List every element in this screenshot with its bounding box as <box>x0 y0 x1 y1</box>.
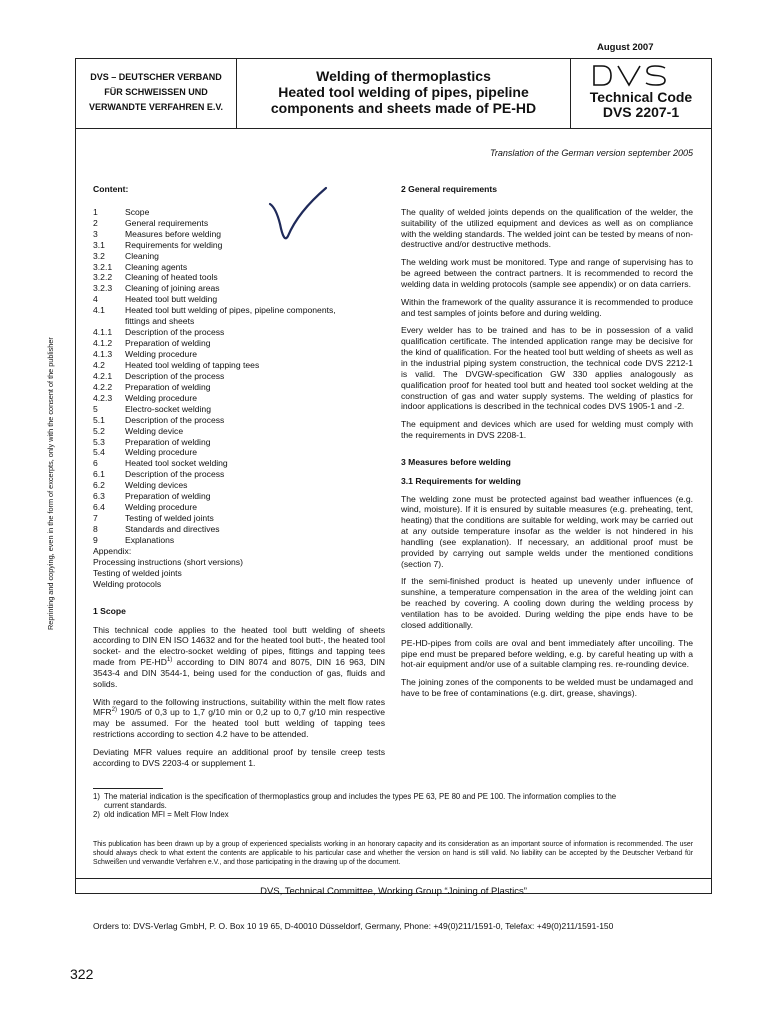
appendix-line: Testing of welded joints <box>93 567 182 578</box>
toc-item-number: 4.2 <box>93 359 105 370</box>
toc-item-number: 3.2 <box>93 250 105 261</box>
body-paragraph: Within the framework of the quality assurance it is recommended to produce and test samples of joints before and during welding. <box>401 296 693 318</box>
toc-item <box>93 469 385 480</box>
toc-item <box>93 415 385 426</box>
toc-item <box>93 305 385 316</box>
footnote-rule <box>93 788 163 789</box>
toc-item-title: Cleaning of joining areas <box>125 283 220 294</box>
toc-item-title: Heated tool welding of tapping tees <box>125 359 260 370</box>
toc-item-number: 9 <box>93 534 98 545</box>
body-paragraph: The welding work must be monitored. Type and range of supervising has to be agreed between the contract partners. It is recommended to record the welding data in welding protocols (sample see appendix) or on data carriers. <box>401 257 693 289</box>
toc-item-number: 4.2.3 <box>93 392 113 403</box>
toc-item-number: 6.3 <box>93 491 105 502</box>
toc-item <box>93 229 385 240</box>
toc-item-title: Heated tool socket welding <box>125 458 228 469</box>
body-paragraph: If the semi-finished product is heated up unevenly under influence of sunshine, a temperature compensation in the area of the welding joint can be reached by covering. A cooling down during the welding process by ventilation has to be avoided. During welding the pipe ends have to be closed additionally. <box>401 576 693 630</box>
document-title: Welding of thermoplastics Heated tool welding of pipes, pipeline components and sheets made of PE-HD <box>270 68 537 116</box>
toc-item-title: Welding procedure <box>125 392 197 403</box>
toc-item-title: Heated tool butt welding <box>125 294 218 305</box>
toc-item-number: 6.4 <box>93 502 105 513</box>
toc-item-title: Welding devices <box>125 480 188 491</box>
toc-item-number: 5.1 <box>93 414 105 425</box>
requirements-subheading: 3.1 Requirements for welding <box>401 475 521 486</box>
toc-item-number: 3.2.2 <box>93 272 113 283</box>
toc-item-number: 5.4 <box>93 447 105 458</box>
toc-item-number: 8 <box>93 524 98 535</box>
body-paragraph: The joining zones of the components to be welded must be undamaged and have to be free of contaminations (e.g. dirt, grease, shavings). <box>401 677 693 699</box>
toc-item-title: Electro-socket welding <box>125 403 211 414</box>
toc-item-number: 7 <box>93 513 98 524</box>
toc-item-number: 3 <box>93 228 98 239</box>
toc-item <box>93 338 385 349</box>
toc-appendix <box>93 546 385 590</box>
left-column <box>93 184 385 769</box>
toc-item-title: Scope <box>125 206 150 217</box>
toc-item-number: 4.2.1 <box>93 370 113 381</box>
orders-line: Orders to: DVS-Verlag GmbH, P. O. Box 10 19 65, D-40010 Düsseldorf, Germany, Phone: +49(0)211/1591-0, Telefax: +49(0)211/1591-150 <box>93 921 614 931</box>
footnotes <box>93 792 693 819</box>
body-paragraph: The quality of welded joints depends on the qualification of the welder, the suitability of the utilized equipment and devices as well as on compliance with the welding standards. The welded joint can be tested by means of non-destructive and/or destructive methods. <box>401 206 693 250</box>
toc-item <box>93 262 385 273</box>
toc-item-number: 5 <box>93 403 98 414</box>
toc-item <box>93 218 385 229</box>
translation-note: Translation of the German version september 2005 <box>490 148 693 158</box>
toc-item <box>93 283 385 294</box>
toc-item-number: 4.1.1 <box>93 327 113 338</box>
toc-item <box>93 480 385 491</box>
technical-code: Technical Code DVS 2207-1 <box>589 89 693 120</box>
toc-item <box>93 447 385 458</box>
toc-item <box>93 382 385 393</box>
body-paragraph: PE-HD-pipes from coils are oval and bent immediately after uncoiling. The pipe end must be prepared before welding, e.g. by careful heating up with a hot-air equipment and/or use of a suitable clamping res. re-rounding device. <box>401 637 693 670</box>
toc-item <box>93 272 385 283</box>
toc-item-title: Preparation of welding <box>125 338 211 349</box>
toc-item-title: Preparation of welding <box>125 381 211 392</box>
scope-paragraph: With regard to the following instructions, suitability within the melt flow rates MFR$^{2)}$ 190/5 of 0,3 up to 1,7 g/10 min or 0,2 up to 0,7 g/10 min respective may be assumed. For the heated tool butt welding of tapping tees restrictions according to section 4.2 have to be attended. <box>93 696 385 740</box>
toc-item <box>93 426 385 437</box>
scope-heading: 1 Scope <box>93 605 126 616</box>
toc-item-title: Description of the process <box>125 414 225 425</box>
toc-item-title: Standards and directives <box>125 524 220 535</box>
toc-item-title: Cleaning of heated tools <box>125 272 218 283</box>
toc-item <box>93 393 385 404</box>
toc-item-title: Preparation of welding <box>125 491 211 502</box>
page-number: 322 <box>70 966 94 982</box>
footer-top-rule <box>76 878 711 879</box>
toc-item <box>93 535 385 546</box>
toc-item-number: 2 <box>93 217 98 228</box>
right-column <box>401 184 693 699</box>
appendix-line: Welding protocols <box>93 578 162 589</box>
toc-item-number: 1 <box>93 206 98 217</box>
toc-item <box>93 251 385 262</box>
toc-item-title: Cleaning <box>125 250 159 261</box>
disclaimer: This publication has been drawn up by a group of experienced specialists working in an honorary capacity and its consideration as an important source of information is recommended. The user should always check to what extent the contents are applicable to his particular case and whether the version on hand is still valid. No liability can be accepted by the Deutscher Verband für Schweißen und verwandte Verfahren e.V., and those participating in the drawing up of the document. <box>93 841 693 866</box>
organization-name: DVS – DEUTSCHER VERBAND FÜR SCHWEISSEN UND VERWANDTE VERFAHREN E.V. <box>88 72 224 112</box>
header-bottom-rule <box>76 128 711 129</box>
toc-item <box>93 404 385 415</box>
scope-paragraph: This technical code applies to the heated tool butt welding of sheets according to DIN EN ISO 14632 and for the heated tool butt-, the heated tool socket- and the electro-socket welding of pipes, fittings and tapping tees made from PE-HD$^{1)}$ according to DIN 8074 and 8075, DIN 16 963, DIN 3543-4 and DIN 3544-1, being used for the conduction of gas, fluids and solids. <box>93 624 385 689</box>
footnote: 1) The material indication is the specification of thermoplastics group and includes the types PE 63, PE 80 and PE 100. The information complies to the <box>93 792 617 801</box>
body-paragraph: The welding zone must be protected against bad weather influences (e.g. wind, moisture). If it is ensured by suitable measures (e.g. preheating, tent, heating) that the conditions are suitable for welding, work may be carried out at any outside temperature insofar as the welder is not hindered in his handling (see explanation). If necessary, an additional proof must be provided by carrying out sample welds under the mentioned conditions (section 7). <box>401 493 693 569</box>
toc-item-title: General requirements <box>125 217 209 228</box>
toc-item-number: 5.3 <box>93 436 105 447</box>
toc-item-title: Measures before welding <box>125 228 222 239</box>
toc-item-number: 4.1.2 <box>93 338 113 349</box>
toc-item <box>93 240 385 251</box>
toc-item-number: 3.2.1 <box>93 261 113 272</box>
toc-item-title: Description of the process <box>125 469 225 480</box>
toc-item <box>93 491 385 502</box>
toc-item-number: 4 <box>93 294 98 305</box>
body-paragraph: Every welder has to be trained and has to be in possession of a valid qualification certificate. The intended application range may be decisive for the kind of qualification. For the heated tool butt welding of sheets as well as in the industrial piping system construction, the technical code DVS 2212-1 is valid. The DVGW-specification GW 330 applies analogously as qualification proof for heated tool butt and heated tool socket welding at the construction of gas and water supply systems. The welding of plastics for indoor applications is described in the technical codes DVS 1905-1 and -2. <box>401 325 693 412</box>
toc-item-number: 6.2 <box>93 480 105 491</box>
toc-item-title: Preparation of welding <box>125 436 211 447</box>
dvs-logo <box>571 62 711 88</box>
toc-item-title: Description of the process <box>125 370 225 381</box>
measures-heading: 3 Measures before welding <box>401 456 511 467</box>
toc-item <box>93 524 385 535</box>
toc-item-title: fittings and sheets <box>125 316 195 327</box>
toc-item-number: 6 <box>93 458 98 469</box>
toc-item <box>93 349 385 360</box>
appendix-line: Processing instructions (short versions) <box>93 556 243 567</box>
footnote: 2) old indication MFI = Melt Flow Index <box>93 810 229 819</box>
toc-item-title: Description of the process <box>125 327 225 338</box>
toc-item-number: 4.1.3 <box>93 349 113 360</box>
toc-item <box>93 316 385 327</box>
toc-item <box>93 513 385 524</box>
toc-item-title: Welding procedure <box>125 349 197 360</box>
toc-list <box>93 207 385 546</box>
toc-item-number: 5.2 <box>93 425 105 436</box>
body-paragraph: The equipment and devices which are used for welding must comply with the requirements in DVS 2208-1. <box>401 419 693 441</box>
toc-item-number: 4.2.2 <box>93 381 113 392</box>
toc-item <box>93 502 385 513</box>
appendix-line: Appendix: <box>93 545 132 556</box>
toc-item <box>93 371 385 382</box>
document-date: August 2007 <box>597 42 654 53</box>
toc-item <box>93 458 385 469</box>
toc-item-title: Welding procedure <box>125 447 197 458</box>
toc-item <box>93 207 385 218</box>
toc-item-title: Testing of welded joints <box>125 513 214 524</box>
general-requirements-heading: 2 General requirements <box>401 184 498 194</box>
committee-line: DVS, Technical Committee, Working Group “Joining of Plastics” <box>260 886 527 897</box>
reprint-side-note: Reprinting and copying, even in the form of excerpts, only with the consent of the publisher <box>46 337 55 630</box>
scope-paragraph: Deviating MFR values require an additional proof by tensile creep tests according to DVS 2203-4 or supplement 1. <box>93 746 385 768</box>
toc-item-title: Welding device <box>125 425 184 436</box>
toc-item-number: 3.2.3 <box>93 283 113 294</box>
toc-item <box>93 294 385 305</box>
toc-item-number: 3.1 <box>93 239 105 250</box>
toc-item-number: 4.1 <box>93 305 105 316</box>
toc-item-title: Explanations <box>125 534 175 545</box>
toc-item-title: Requirements for welding <box>125 239 223 250</box>
toc-item-number <box>93 316 125 327</box>
toc-item-number: 6.1 <box>93 469 105 480</box>
toc-item <box>93 327 385 338</box>
footnote: current standards. <box>104 801 167 810</box>
toc-item-title: Heated tool butt welding of pipes, pipeline components, <box>125 305 336 316</box>
toc-item-title: Cleaning agents <box>125 261 188 272</box>
toc-heading: Content: <box>93 184 129 194</box>
toc-item <box>93 360 385 371</box>
toc-item <box>93 437 385 448</box>
toc-item-title: Welding procedure <box>125 502 197 513</box>
